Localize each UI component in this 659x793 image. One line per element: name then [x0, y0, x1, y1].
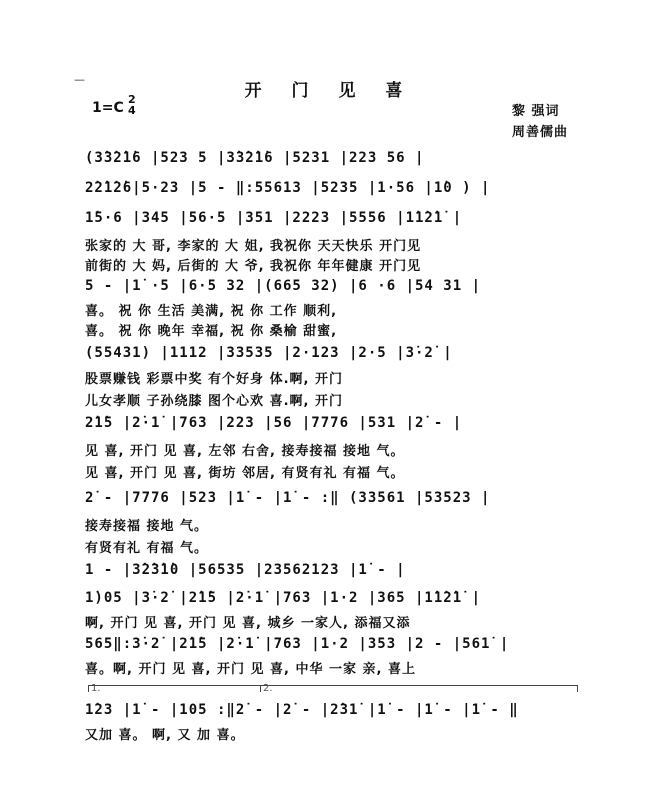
lyric-line-10: 喜。啊, 开门 见 喜, 开门 见 喜, 中华 一家 亲, 喜上 — [85, 662, 417, 677]
lyric-line-9: 啊, 开门 见 喜, 开门 见 喜, 城乡 一家人, 添福又添 — [85, 616, 411, 631]
volta-2-tick — [260, 685, 261, 692]
score-line-3: 1̇5·6 |345 |56·5 |351 |2223 |5556 |1̇1̇2̇1̇ | — [85, 210, 463, 226]
lyric-line-11: 又加 喜。 啊, 又 加 喜。 — [85, 728, 245, 743]
meter-top: 2 — [128, 93, 136, 106]
lyric-line-7a: 接寿接福 接地 气。 — [85, 519, 209, 534]
volta-2-label: 2. — [263, 683, 273, 694]
time-signature — [128, 94, 136, 116]
score-line-9: 1̇)05 |3̇·2̇ |2̇1̇5 |2̇·1̇ |763 |1·2 |365 |1̇1̇2̇1̇ | — [85, 590, 482, 606]
volta-end-tick — [577, 685, 578, 692]
volta-bracket-line — [88, 685, 578, 686]
meter-bottom: 4 — [128, 104, 136, 117]
score-line-6: 2̇1̇5 |2̇·1̇ |763 |223 |56 |7776 |531 |2̇ - | — [85, 415, 463, 431]
score-line-10: 565‖:3̇·2̇ |2̇1̇5 |2̇·1̇ |763 |1·2 |353 |2 - |561̇ | — [85, 636, 510, 652]
lyric-line-4a: 喜。 祝 你 生活 美满, 祝 你 工作 顺利, — [85, 304, 338, 319]
volta-1-tick — [88, 685, 89, 692]
score-line-7: 2̇ - |7776 |523 |1̇ - |1̇ - :‖ (33561 |53523 | — [85, 490, 491, 506]
score-line-5: (55431) |1112 |33535 |2·123 |2·5 |3̇·2̇ | — [85, 345, 453, 361]
score-line-11: 1̇23 |1̇ - |105 :‖2̇ - |2̇ - |2̇31̇ |1̇ - |1̇ - |1̇ - ‖ — [85, 702, 519, 718]
lyric-line-5a: 股票赚钱 彩票中奖 有个好身 体.啊, 开门 — [85, 372, 343, 387]
lyric-line-7b: 有贤有礼 有福 气。 — [85, 541, 209, 556]
lyric-line-3b: 前街的 大 妈, 后街的 大 爷, 我祝你 年年健康 开门见 — [85, 259, 422, 274]
key-signature: 1=C — [92, 100, 124, 116]
score-line-4: 5 - |1̇ ·5 |6·5 32 |(665 32) |6 ·6 |54 31 | — [85, 278, 482, 294]
lyricist-credit: 黎 强词 — [512, 104, 560, 119]
lyric-line-4b: 喜。 祝 你 晚年 幸福, 祝 你 桑榆 甜蜜, — [85, 324, 338, 339]
song-title: 开 门 见 喜 — [244, 81, 415, 101]
lyric-line-6b: 见 喜, 开门 见 喜, 街坊 邻居, 有贤有礼 有福 气。 — [85, 466, 405, 481]
score-line-8: 1 - |3̇2̇3̇1̇0 |56535 |23562123 |1̇ - | — [85, 562, 406, 578]
score-line-1: (3̇3̇2̇1̇6 |523 5 |3̇3̇2̇1̇6 |5231 |223 56 | — [85, 150, 425, 166]
volta-1-label: 1. — [91, 683, 101, 694]
composer-credit: 周善儒曲 — [512, 125, 569, 140]
lyric-line-5b: 儿女孝顺 子孙绕膝 图个心欢 喜.啊, 开门 — [85, 394, 343, 409]
lyric-line-3a: 张家的 大 哥, 李家的 大 姐, 我祝你 天天快乐 开门见 — [85, 239, 422, 254]
corner-dash: — — [74, 73, 85, 86]
lyric-line-6a: 见 喜, 开门 见 喜, 左邻 右舍, 接寿接福 接地 气。 — [85, 444, 405, 459]
score-line-2: 2̇2̇1̇2̇6|5·23 |5 - ‖:55613 |5235 |1·56 |1̇0 ) | — [85, 180, 491, 196]
